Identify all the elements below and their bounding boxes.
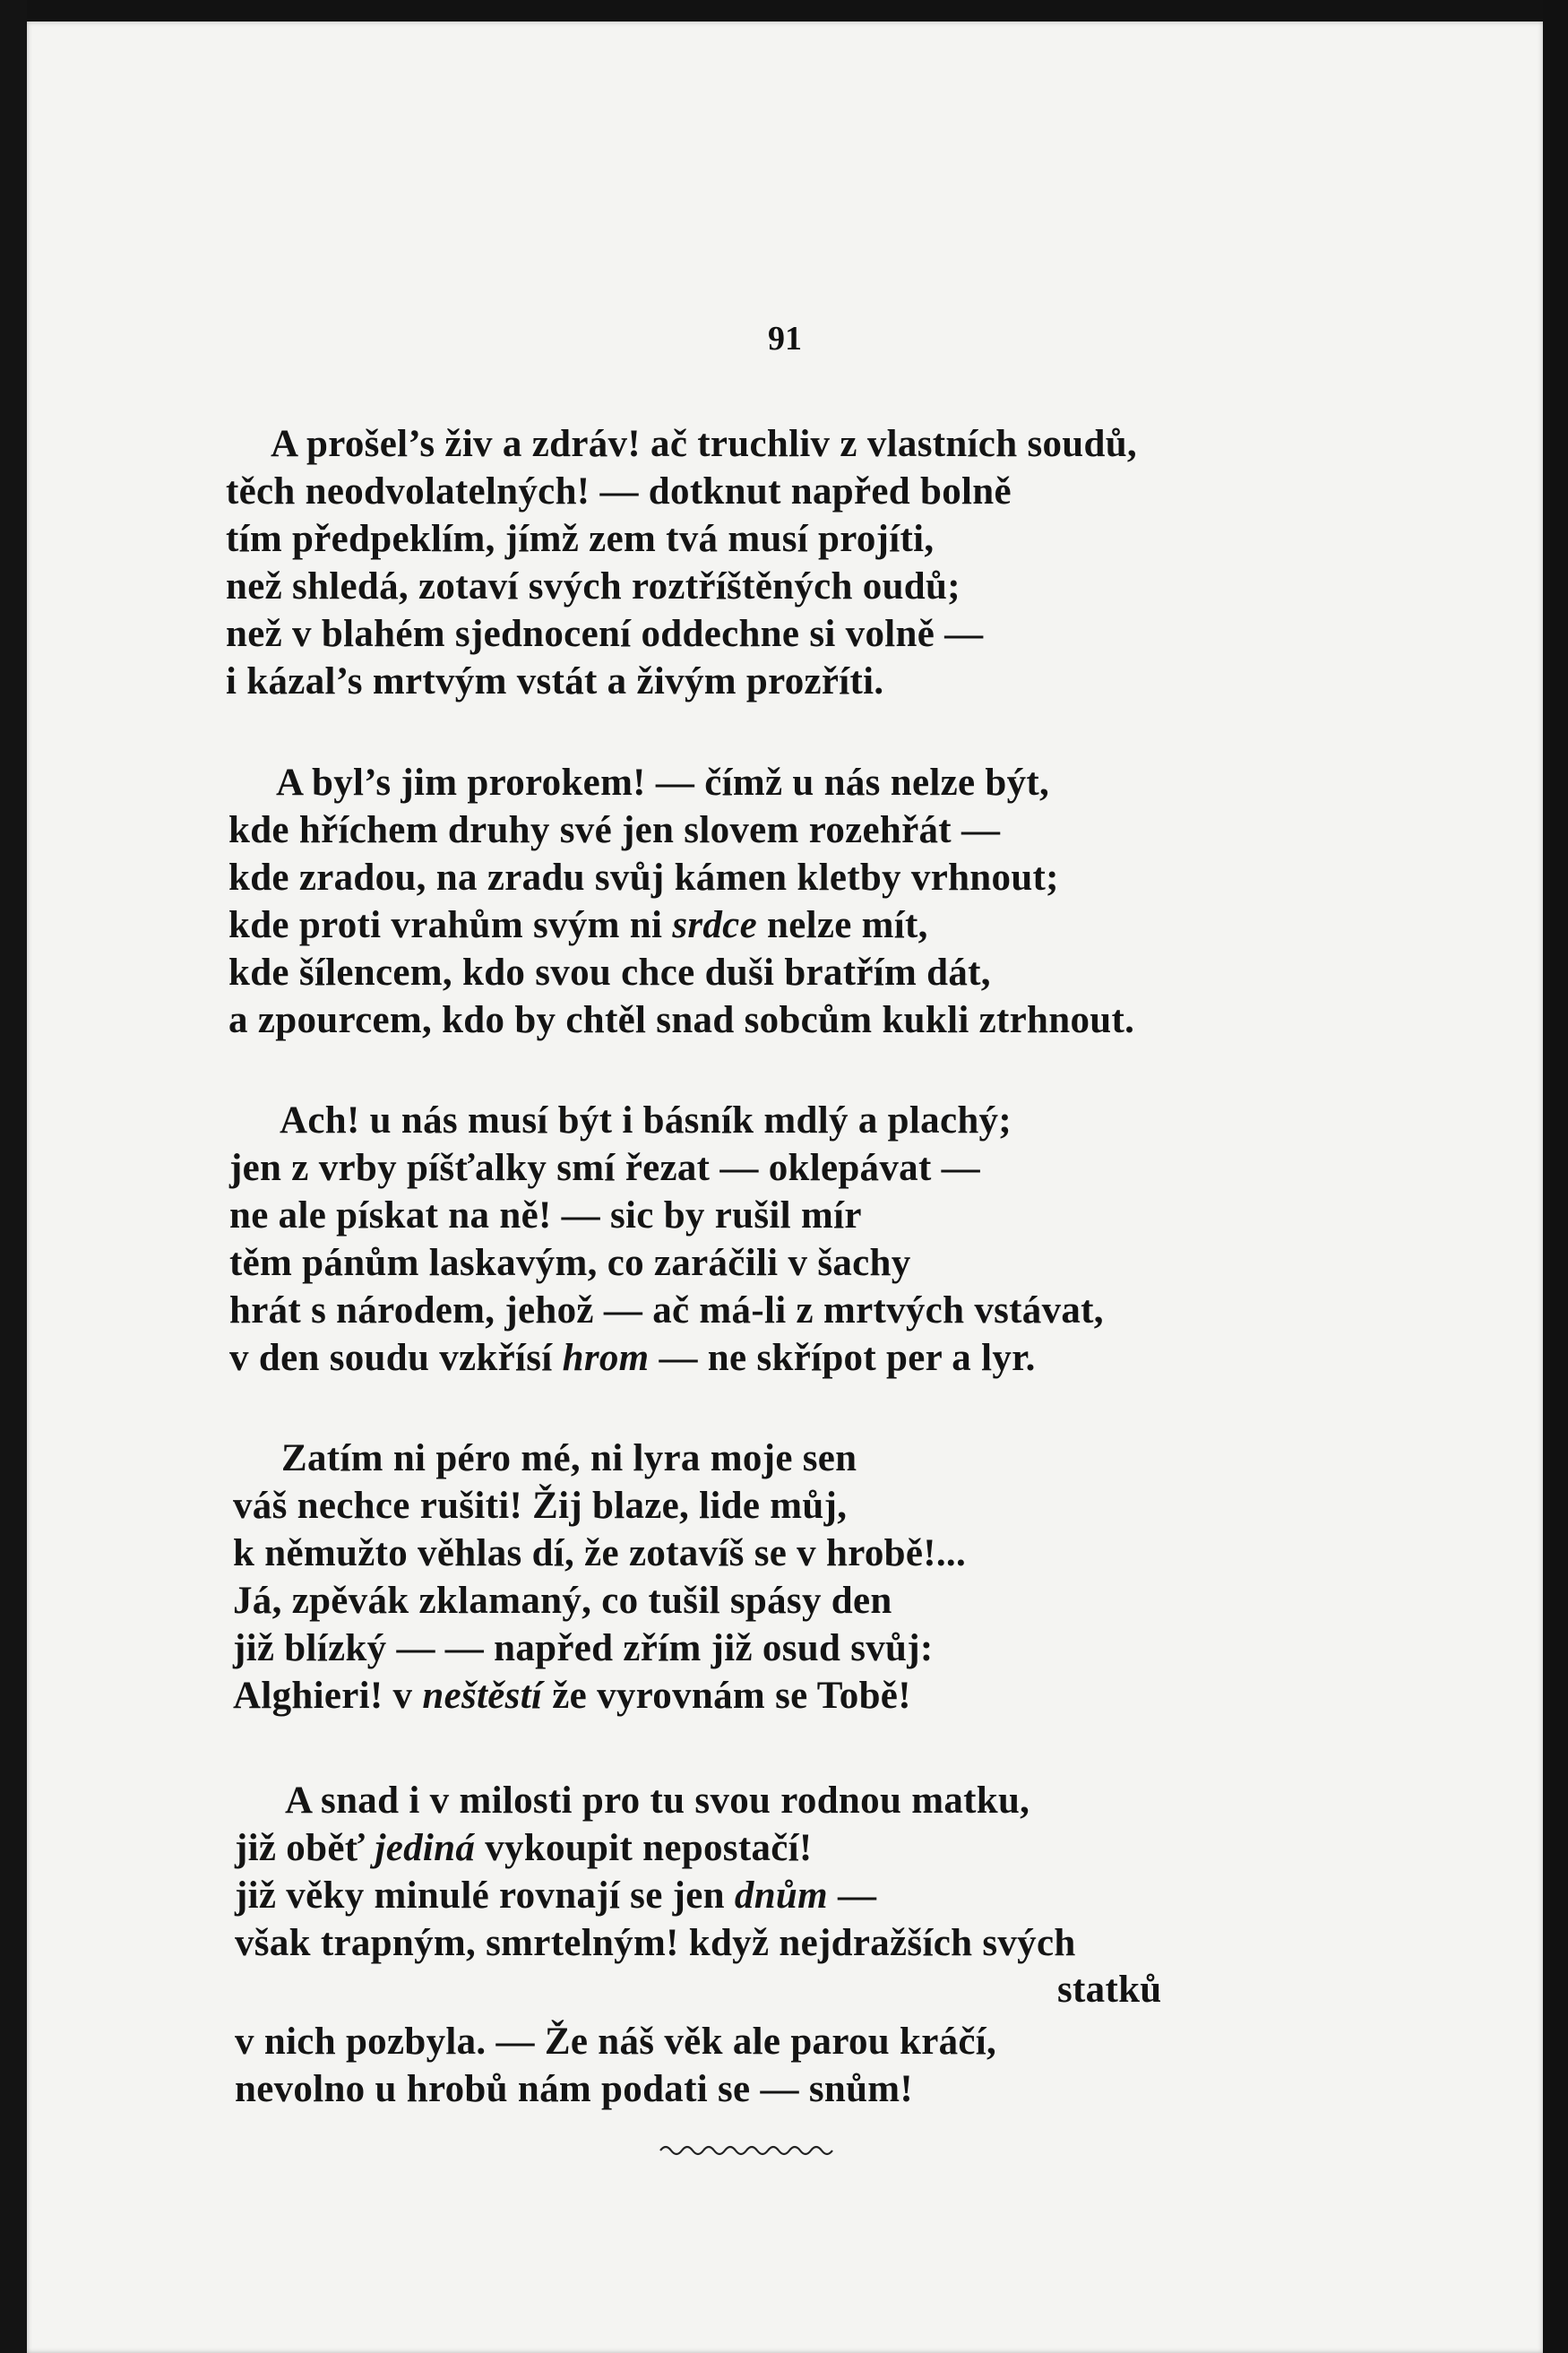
poem-line: i kázal’s mrtvým vstát a živým prozříti. — [226, 660, 884, 702]
poem-line: nevolno u hrobů nám podati se — snům! — [235, 2068, 914, 2110]
scan-border-left — [0, 0, 27, 2353]
poem-line: však trapným, smrtelným! když nejdražších svých — [235, 1922, 1076, 1964]
text-segment: vykoupit nepostačí! — [475, 1827, 813, 1869]
poem-line: k němužto věhlas dí, že zotavíš se v hrobě!... — [233, 1532, 967, 1574]
poem-line: hrát s národem, jehož — ač má-li z mrtvých vstávat, — [229, 1289, 1104, 1332]
text-segment: Alghieri! v — [233, 1675, 423, 1717]
italic-word: hrom — [562, 1337, 650, 1379]
text-segment: již věky minulé rovnají se jen — [235, 1875, 735, 1917]
poem-line: než shledá, zotaví svých roztříštěných oudů; — [226, 565, 961, 608]
italic-word: jediná — [375, 1827, 476, 1869]
scan-border-right — [1543, 0, 1568, 2353]
poem-line: již blízký — — napřed zřím již osud svůj: — [233, 1627, 934, 1669]
text-segment: nelze mít, — [756, 904, 928, 946]
poem-line: jen z vrby píšťalky smí řezat — oklepávat — — [229, 1147, 980, 1189]
text-segment: v den soudu vzkřísí — [229, 1337, 563, 1379]
end-ornament — [659, 2138, 838, 2159]
page-number: 91 — [768, 320, 802, 358]
poem-line: těch neodvolatelných! — dotknut napřed bolně — [226, 470, 1012, 513]
poem-line-with-italic — [235, 1829, 813, 1867]
poem-line: Zatím ni péro mé, ni lyra moje sen — [281, 1437, 857, 1479]
poem-line: kde hříchem druhy své jen slovem rozehřát — — [228, 809, 1001, 851]
poem-line: než v blahém sjednocení oddechne si volně — — [226, 613, 984, 655]
poem-line: kde šílencem, kdo svou chce duši bratřím dát, — [228, 952, 991, 994]
italic-word: dnům — [734, 1875, 828, 1917]
poem-line: těm pánům laskavým, co zaráčili v šachy — [229, 1242, 911, 1284]
poem-line: v nich pozbyla. — Že náš věk ale parou kráčí, — [235, 2021, 997, 2063]
poem-line: Já, zpěvák zklamaný, co tušil spásy den — [233, 1580, 892, 1622]
poem-line-with-italic — [229, 1339, 1036, 1377]
text-segment: že vyrovnám se Tobě! — [542, 1675, 911, 1717]
text-segment: — — [827, 1875, 877, 1917]
poem-line: a zpourcem, kdo by chtěl snad sobcům kukli ztrhnout. — [228, 999, 1135, 1041]
poem-line-with-italic — [235, 1876, 876, 1915]
poem-line: A byl’s jim prorokem! — čímž u nás nelze být, — [276, 762, 1050, 804]
italic-word: srdce — [672, 904, 757, 946]
poem-line-overflow: statků — [1057, 1969, 1162, 2011]
text-segment: již oběť — [235, 1827, 375, 1869]
poem-line-with-italic — [228, 906, 928, 944]
poem-line: váš nechce rušiti! Žij blaze, lide můj, — [233, 1485, 848, 1527]
poem-line-with-italic — [233, 1676, 911, 1715]
poem-line: ne ale pískat na ně! — sic by rušil mír — [229, 1194, 862, 1237]
poem-line: Ach! u nás musí být i básník mdlý a plachý; — [280, 1099, 1012, 1142]
book-page — [27, 22, 1543, 2353]
poem-line: A snad i v milosti pro tu svou rodnou matku, — [285, 1780, 1030, 1822]
poem-line: A prošel’s živ a zdráv! ač truchliv z vlastních soudů, — [271, 423, 1137, 465]
text-segment: kde proti vrahům svým ni — [228, 904, 673, 946]
scan-border-top — [0, 0, 1568, 22]
poem-line: tím předpeklím, jímž zem tvá musí projíti, — [226, 518, 935, 560]
poem-line: kde zradou, na zradu svůj kámen kletby vrhnout; — [228, 857, 1059, 899]
italic-word: neštěstí — [422, 1675, 543, 1717]
text-segment: — ne skřípot per a lyr. — [649, 1337, 1036, 1379]
